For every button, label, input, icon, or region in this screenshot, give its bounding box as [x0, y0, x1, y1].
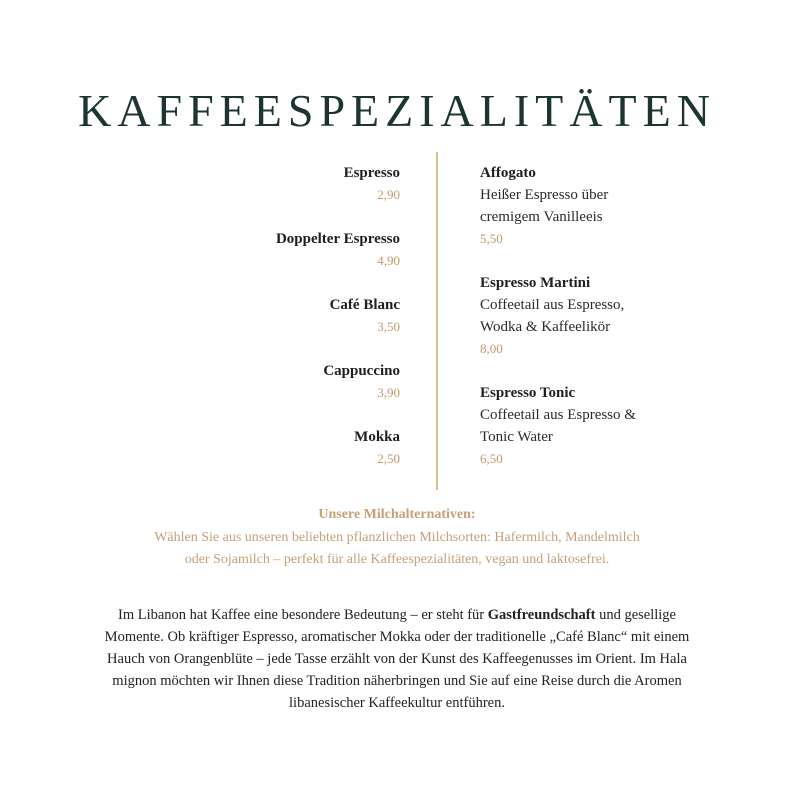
item-price: 2,50: [377, 451, 400, 466]
story-section: [0, 604, 794, 714]
milk-alternatives: [0, 505, 794, 571]
menu-item-affogato: [480, 162, 680, 250]
menu-section: [0, 152, 794, 492]
menu-item-mokka: [200, 426, 400, 492]
item-name: Affogato: [480, 165, 536, 181]
story-highlight: Gastfreundschaft: [487, 607, 596, 623]
menu-left-column: [200, 162, 400, 492]
item-name: Mokka: [354, 429, 400, 445]
item-name: Espresso Tonic: [480, 385, 576, 401]
menu-item-espresso: [200, 162, 400, 228]
item-price: 5,50: [480, 231, 503, 246]
page-title: KAFFEESPEZIALITÄTEN: [78, 85, 716, 136]
milk-alternatives-line: Wählen Sie aus unseren beliebten pflanzlichen Milchsorten: Hafermilch, Mandelmilch: [154, 530, 640, 545]
item-name: Cappuccino: [323, 363, 400, 379]
item-description: Wodka & Kaffeelikör: [480, 319, 611, 335]
milk-alternatives-text: [117, 527, 677, 571]
item-description: Heißer Espresso über: [480, 187, 609, 203]
item-name: Espresso Martini: [480, 275, 591, 291]
menu-item-cappuccino: [200, 360, 400, 426]
milk-alternatives-line: oder Sojamilch – perfekt für alle Kaffeespezialitäten, vegan und laktosefrei.: [184, 552, 610, 567]
item-price: 3,50: [377, 319, 400, 334]
item-description: Coffeetail aus Espresso &: [480, 407, 636, 423]
milk-alternatives-title: Unsere Milchalternativen:: [318, 507, 476, 522]
story-paragraph: [97, 604, 697, 714]
item-name: Café Blanc: [329, 297, 400, 313]
menu-item-cafe-blanc: [200, 294, 400, 360]
item-description: Tonic Water: [480, 429, 553, 445]
story-text: und gesellige Momente. Ob kräftiger Espresso, aromatischer Mokka oder der traditionelle „Café Blanc“ mit einem Hauch von Orangenblüte – jede Tasse erzählt von der Kunst des Kaffeegenusses im Orient. Im Hala mignon möchten wir Ihnen diese Tradition näherbringen und Sie auf eine Reise durch die Aromen libanesischer Kaffeekultur entführen.: [104, 607, 690, 711]
item-name: Espresso: [343, 165, 400, 181]
menu-item-espresso-tonic: [480, 382, 680, 470]
menu-item-doppelter-espresso: [200, 228, 400, 294]
menu-item-espresso-martini: [480, 272, 680, 360]
story-text: Im Libanon hat Kaffee eine besondere Bedeutung – er steht für: [118, 607, 488, 623]
item-price: 4,90: [377, 253, 400, 268]
item-name: Doppelter Espresso: [275, 231, 400, 247]
item-price: 6,50: [480, 451, 503, 466]
item-price: 3,90: [377, 385, 400, 400]
item-price: 8,00: [480, 341, 503, 356]
item-description: cremigem Vanilleeis: [480, 209, 603, 225]
column-divider: [436, 152, 438, 490]
menu-right-column: [480, 162, 680, 492]
item-price: 2,90: [377, 187, 400, 202]
item-description: Coffeetail aus Espresso,: [480, 297, 625, 313]
